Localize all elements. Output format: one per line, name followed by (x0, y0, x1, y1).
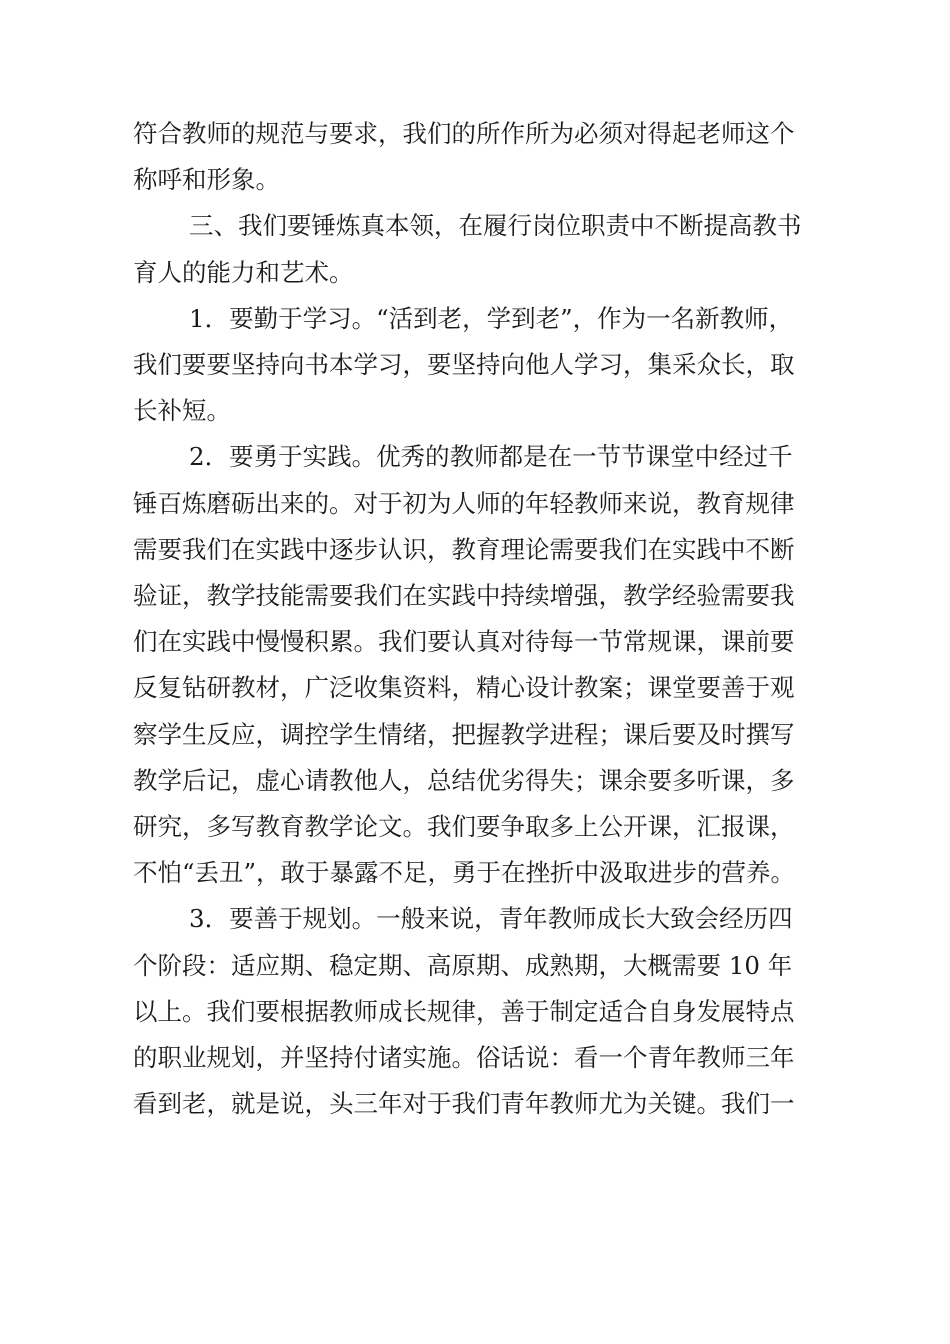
text-line: 验证，教学技能需要我们在实践中持续增强，教学经验需要我 (133, 581, 795, 611)
paragraph-3 (133, 296, 833, 435)
text-line: 个阶段：适应期、稳定期、高原期、成熟期，大概需要 10 年 (133, 950, 793, 980)
text-line: 符合教师的规范与要求，我们的所作所为必须对得起老师这个 (133, 119, 795, 148)
text-line: 的职业规划，并坚持付诸实施。俗话说：看一个青年教师三年 (133, 1043, 795, 1073)
text-line: 3．要善于规划。一般来说，青年教师成长大致会经历四 (189, 904, 793, 934)
text-line: 称呼和形象。 (133, 165, 280, 195)
text-line: 以上。我们要根据教师成长规律，善于制定适合自身发展特点 (133, 996, 795, 1026)
text-line: 三、我们要锤炼真本领，在履行岗位职责中不断提高教书 (189, 211, 802, 241)
paragraph-4 (133, 434, 833, 896)
paragraph-1 (133, 111, 833, 203)
text-line: 需要我们在实践中逐步认识，教育理论需要我们在实践中不断 (133, 534, 795, 564)
text-line: 反复钻研教材，广泛收集资料，精心设计教案；课堂要善于观 (133, 673, 795, 703)
text-line: 1．要勤于学习。“活到老，学到老”，作为一名新教师， (189, 303, 794, 333)
paragraph-2 (133, 203, 833, 295)
paragraph-5 (133, 896, 833, 1127)
text-line: 看到老，就是说，头三年对于我们青年教师尤为关键。我们一 (133, 1089, 795, 1119)
document-body (133, 111, 833, 1127)
text-line: 我们要要坚持向书本学习，要坚持向他人学习，集采众长，取 (133, 350, 795, 380)
text-line: 研究，多写教育教学论文。我们要争取多上公开课，汇报课， (133, 812, 795, 842)
text-line: 育人的能力和艺术。 (133, 257, 354, 287)
text-line: 2．要勇于实践。优秀的教师都是在一节节课堂中经过千 (189, 442, 793, 472)
text-line: 教学后记，虚心请教他人，总结优劣得失；课余要多听课，多 (133, 765, 795, 795)
text-line: 锤百炼磨砺出来的。对于初为人师的年轻教师来说，教育规律 (133, 488, 795, 518)
text-line: 长补短。 (133, 396, 231, 426)
text-line: 察学生反应，调控学生情绪，把握教学进程；课后要及时撰写 (133, 719, 795, 749)
text-line: 不怕“丢丑”，敢于暴露不足，勇于在挫折中汲取进步的营养。 (133, 858, 796, 888)
text-line: 们在实践中慢慢积累。我们要认真对待每一节常规课，课前要 (133, 627, 795, 657)
